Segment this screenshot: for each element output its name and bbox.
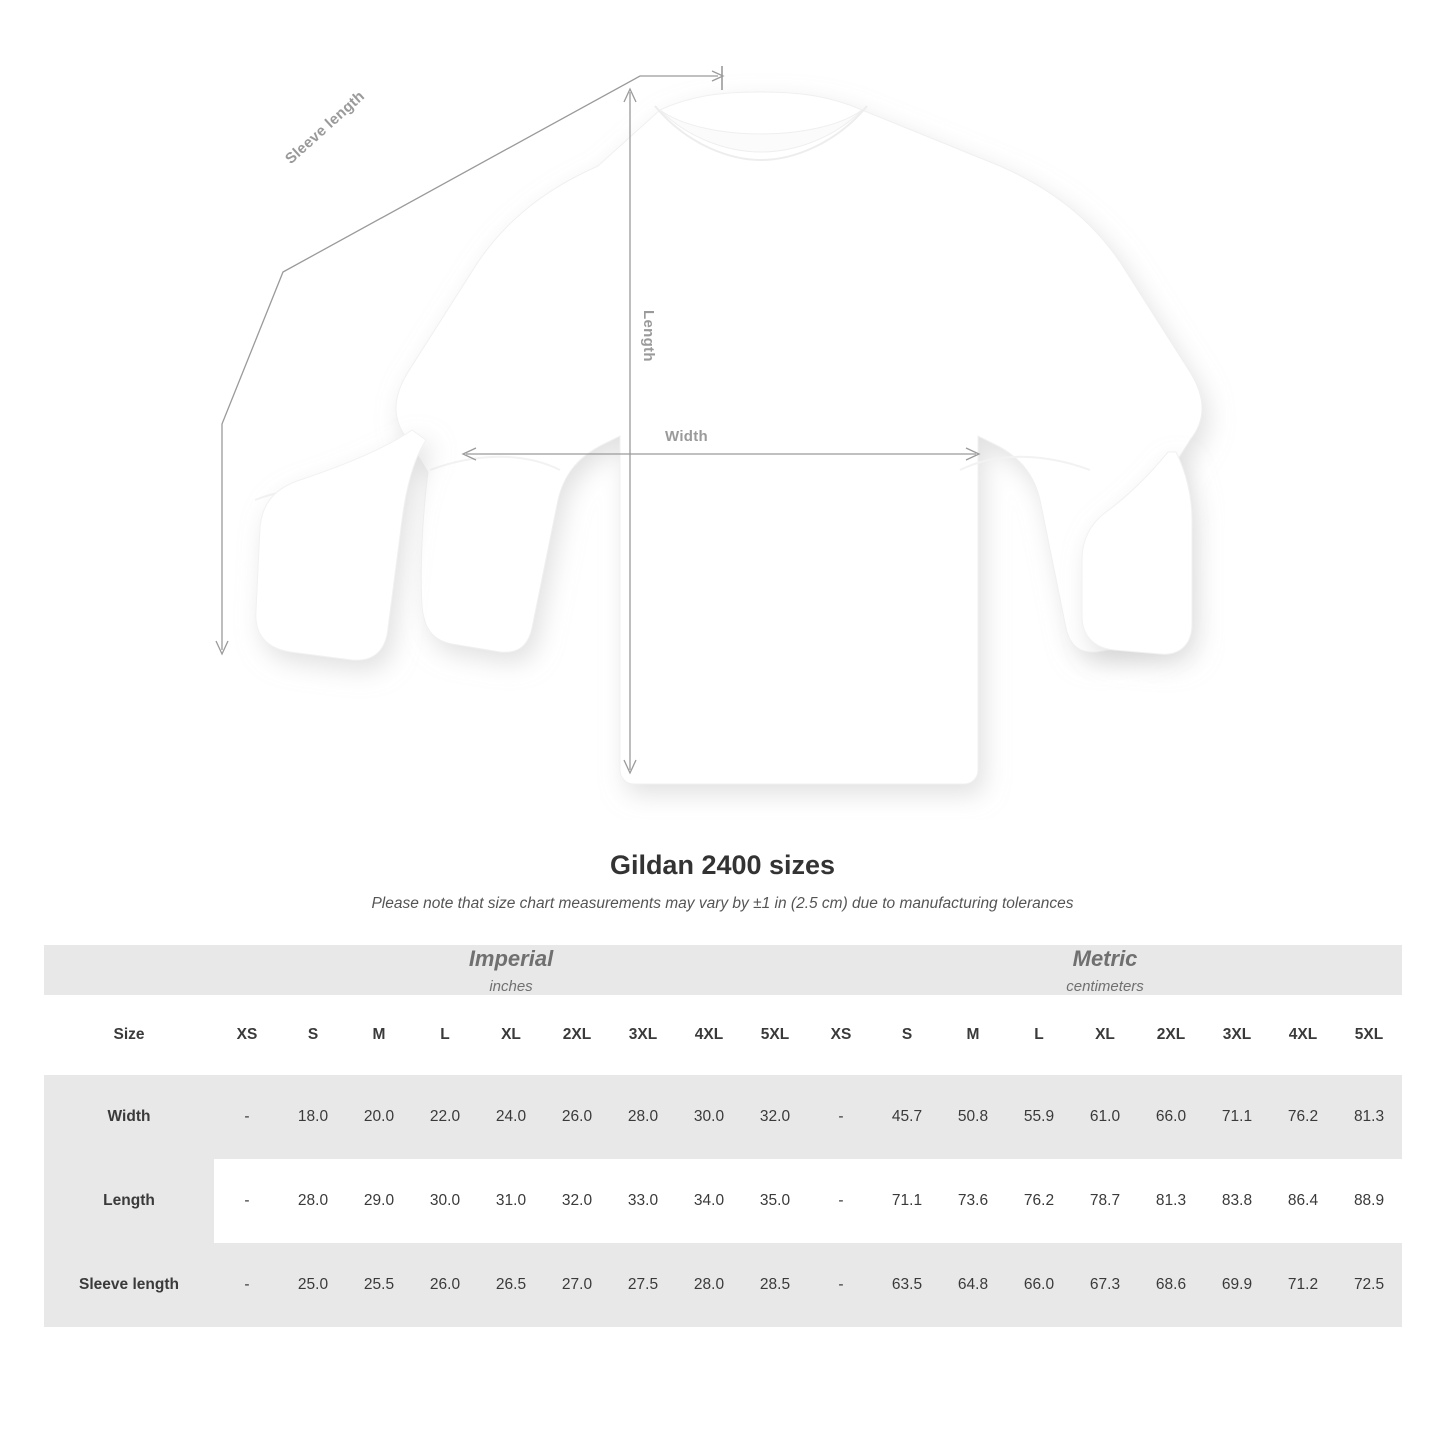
width-label: Width <box>665 428 709 445</box>
cell-length-4xl-in: 34.0 <box>676 1159 742 1243</box>
title-block <box>0 850 1445 913</box>
cell-length-3xl-in: 33.0 <box>610 1159 676 1243</box>
table-row <box>44 1243 1402 1327</box>
column-header-2xl-imperial: 2XL <box>562 1025 592 1043</box>
cell-width-xl-in: 24.0 <box>478 1075 544 1159</box>
table-row <box>44 1075 1402 1159</box>
cell-sleeve-2xl-in: 27.0 <box>544 1243 610 1327</box>
sleeve-length-label: Sleeve length <box>282 87 369 168</box>
column-header-xl-imperial: XL <box>501 1025 521 1043</box>
cell-length-xl-cm: 78.7 <box>1072 1159 1138 1243</box>
cell-width-xs-cm: - <box>808 1075 874 1159</box>
unit-header-metric <box>808 945 1402 995</box>
cell-width-m-in: 20.0 <box>346 1075 412 1159</box>
column-header-2xl-metric: 2XL <box>1156 1025 1186 1043</box>
cell-length-5xl-in: 35.0 <box>742 1159 808 1243</box>
length-label: Length <box>640 310 657 362</box>
column-header-3xl-imperial: 3XL <box>628 1025 658 1043</box>
cell-width-l-in: 22.0 <box>412 1075 478 1159</box>
unit-sub-metric: centimeters <box>1066 977 1144 995</box>
unit-header-imperial <box>214 945 808 995</box>
cell-sleeve-xl-in: 26.5 <box>478 1243 544 1327</box>
cell-width-m-cm: 50.8 <box>940 1075 1006 1159</box>
cell-width-4xl-in: 30.0 <box>676 1075 742 1159</box>
column-header-3xl-metric: 3XL <box>1222 1025 1252 1043</box>
unit-name-imperial: Imperial <box>468 946 554 971</box>
table-row <box>44 1159 1402 1243</box>
cell-width-3xl-in: 28.0 <box>610 1075 676 1159</box>
column-header-l-metric: L <box>1034 1025 1044 1043</box>
column-header-s-metric: S <box>901 1025 913 1043</box>
cell-sleeve-m-cm: 64.8 <box>940 1243 1006 1327</box>
cell-width-5xl-cm: 81.3 <box>1336 1075 1402 1159</box>
cell-sleeve-l-in: 26.0 <box>412 1243 478 1327</box>
cell-width-s-cm: 45.7 <box>874 1075 940 1159</box>
cell-length-s-cm: 71.1 <box>874 1159 940 1243</box>
page-title: Gildan 2400 sizes <box>609 850 836 880</box>
cell-sleeve-3xl-cm: 69.9 <box>1204 1243 1270 1327</box>
size-header-row <box>44 995 1402 1075</box>
cell-width-xs-in: - <box>214 1075 280 1159</box>
cell-length-m-in: 29.0 <box>346 1159 412 1243</box>
cell-length-xs-in: - <box>214 1159 280 1243</box>
cell-width-2xl-cm: 66.0 <box>1138 1075 1204 1159</box>
size-table-wrapper <box>44 945 1401 1327</box>
column-header-5xl-imperial: 5XL <box>760 1025 790 1043</box>
row-header-size: Size <box>44 995 214 1075</box>
cell-sleeve-5xl-in: 28.5 <box>742 1243 808 1327</box>
cell-sleeve-2xl-cm: 68.6 <box>1138 1243 1204 1327</box>
left-sleeve <box>256 430 426 660</box>
unit-name-metric: Metric <box>1072 946 1138 971</box>
unit-header-row <box>44 945 1402 995</box>
cell-length-2xl-cm: 81.3 <box>1138 1159 1204 1243</box>
cell-length-l-in: 30.0 <box>412 1159 478 1243</box>
shirt-shape <box>396 92 1202 784</box>
cell-width-4xl-cm: 76.2 <box>1270 1075 1336 1159</box>
cell-width-l-cm: 55.9 <box>1006 1075 1072 1159</box>
column-header-s-imperial: S <box>307 1025 319 1043</box>
unit-sub-imperial: inches <box>489 977 533 995</box>
column-header-xs-imperial: XS <box>236 1025 258 1043</box>
cell-sleeve-l-cm: 66.0 <box>1006 1243 1072 1327</box>
column-header-xl-metric: XL <box>1095 1025 1115 1043</box>
size-table <box>44 945 1402 1327</box>
column-header-m-metric: M <box>966 1025 980 1043</box>
cell-sleeve-xl-cm: 67.3 <box>1072 1243 1138 1327</box>
cell-sleeve-3xl-in: 27.5 <box>610 1243 676 1327</box>
cell-sleeve-4xl-in: 28.0 <box>676 1243 742 1327</box>
cell-length-l-cm: 76.2 <box>1006 1159 1072 1243</box>
cell-length-4xl-cm: 86.4 <box>1270 1159 1336 1243</box>
cell-length-s-in: 28.0 <box>280 1159 346 1243</box>
cell-width-2xl-in: 26.0 <box>544 1075 610 1159</box>
column-header-m-imperial: M <box>372 1025 386 1043</box>
column-header-4xl-metric: 4XL <box>1288 1025 1318 1043</box>
cell-length-xs-cm: - <box>808 1159 874 1243</box>
cell-length-5xl-cm: 88.9 <box>1336 1159 1402 1243</box>
cell-width-5xl-in: 32.0 <box>742 1075 808 1159</box>
cell-sleeve-5xl-cm: 72.5 <box>1336 1243 1402 1327</box>
cell-width-3xl-cm: 71.1 <box>1204 1075 1270 1159</box>
column-header-4xl-imperial: 4XL <box>694 1025 724 1043</box>
row-label-sleeve-length: Sleeve length <box>44 1243 214 1327</box>
cell-sleeve-4xl-cm: 71.2 <box>1270 1243 1336 1327</box>
cell-length-3xl-cm: 83.8 <box>1204 1159 1270 1243</box>
unit-header-spacer <box>44 945 214 995</box>
column-header-xs-metric: XS <box>830 1025 852 1043</box>
cell-width-xl-cm: 61.0 <box>1072 1075 1138 1159</box>
tolerance-note: Please note that size chart measurements may vary by ±1 in (2.5 cm) due to manufacturing tolerances <box>371 895 1074 912</box>
column-header-5xl-metric: 5XL <box>1354 1025 1384 1043</box>
cell-length-2xl-in: 32.0 <box>544 1159 610 1243</box>
cell-sleeve-xs-cm: - <box>808 1243 874 1327</box>
cell-width-s-in: 18.0 <box>280 1075 346 1159</box>
cell-sleeve-s-cm: 63.5 <box>874 1243 940 1327</box>
cell-sleeve-s-in: 25.0 <box>280 1243 346 1327</box>
row-label-length: Length <box>44 1159 214 1243</box>
row-label-width: Width <box>44 1075 214 1159</box>
cell-length-m-cm: 73.6 <box>940 1159 1006 1243</box>
cell-sleeve-xs-in: - <box>214 1243 280 1327</box>
cell-sleeve-m-in: 25.5 <box>346 1243 412 1327</box>
column-header-l-imperial: L <box>440 1025 450 1043</box>
cell-length-xl-in: 31.0 <box>478 1159 544 1243</box>
